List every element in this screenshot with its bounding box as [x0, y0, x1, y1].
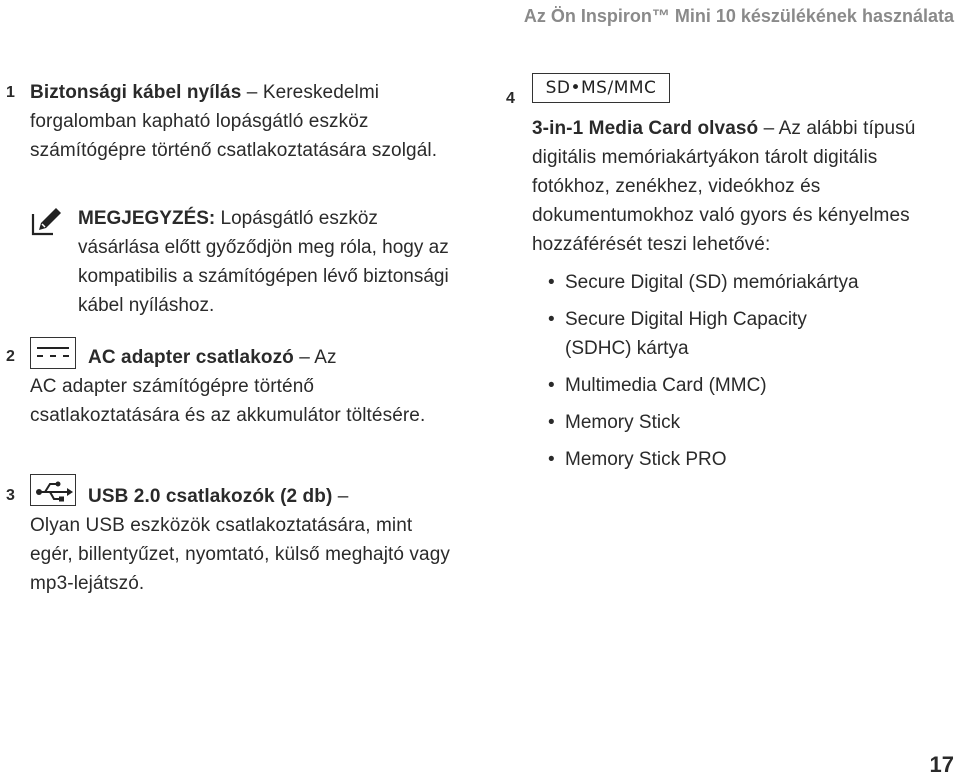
item-number-3: 3 [6, 487, 15, 504]
item-1-first-line: Kereskedelmi [262, 82, 380, 103]
media-card-icon-label: SD•MS/MMC [532, 73, 670, 103]
item-3-dash: – [332, 486, 349, 507]
item-2-title: AC adapter csatlakozó [88, 347, 294, 368]
list-item: • Memory Stick PRO [548, 445, 928, 474]
item-2-paragraph [30, 343, 430, 430]
note-body: Lopásgátló eszköz vásárlása előtt győződjön meg róla, hogy az kompatibilis a számítógépen lévő biztonsági kábel nyíláshoz. [78, 208, 449, 316]
item-2-body: AC adapter számítógépre történő csatlakoztatására és az akkumulátor töltésére. [30, 376, 426, 426]
item-4-dash: – [758, 118, 779, 139]
running-header: Az Ön Inspiron™ Mini 10 készülékének használata [523, 6, 954, 26]
page-number: 17 [929, 752, 954, 777]
list-item: • Secure Digital (SD) memóriakártya [548, 268, 928, 297]
item-4-title: 3-in-1 Media Card olvasó [532, 118, 759, 139]
pencil-note-icon [30, 205, 62, 237]
item-2-first-line: Az [314, 347, 337, 368]
list-item: • Secure Digital High Capacity (SDHC) kártya [548, 305, 865, 363]
item-1-paragraph [30, 78, 450, 165]
item-4-body: Az alábbi típusú digitális memóriakártyákon tárolt digitális fotókhoz, zenékhez, videókhoz és dokumentumokhoz való gyors és kényelmes hozzáférését teszi lehetővé: [532, 118, 916, 255]
item-2-dash: – [293, 347, 315, 368]
item-1-body: forgalomban kapható lopásgátló eszköz számítógépre történő csatlakoztatására szolgál. [30, 111, 438, 161]
list-item: • Multimedia Card (MMC) [548, 371, 928, 400]
item-3-title: USB 2.0 csatlakozók (2 db) [88, 486, 333, 507]
item-3-paragraph [30, 482, 450, 598]
item-4-paragraph [532, 114, 932, 259]
item-3-body: Olyan USB eszközök csatlakoztatására, mint egér, billentyűzet, nyomtató, külső meghajtó vagy mp3-lejátszó. [30, 515, 450, 594]
item-1-dash: – [241, 82, 263, 103]
card-type-list [548, 268, 928, 482]
item-number-1: 1 [6, 84, 15, 101]
note-text [78, 204, 458, 320]
note-label: MEGJEGYZÉS: [78, 208, 216, 229]
list-item: • Memory Stick [548, 408, 928, 437]
item-number-2: 2 [6, 348, 15, 365]
item-1-title: Biztonsági kábel nyílás [30, 82, 242, 103]
item-number-4: 4 [506, 90, 515, 107]
